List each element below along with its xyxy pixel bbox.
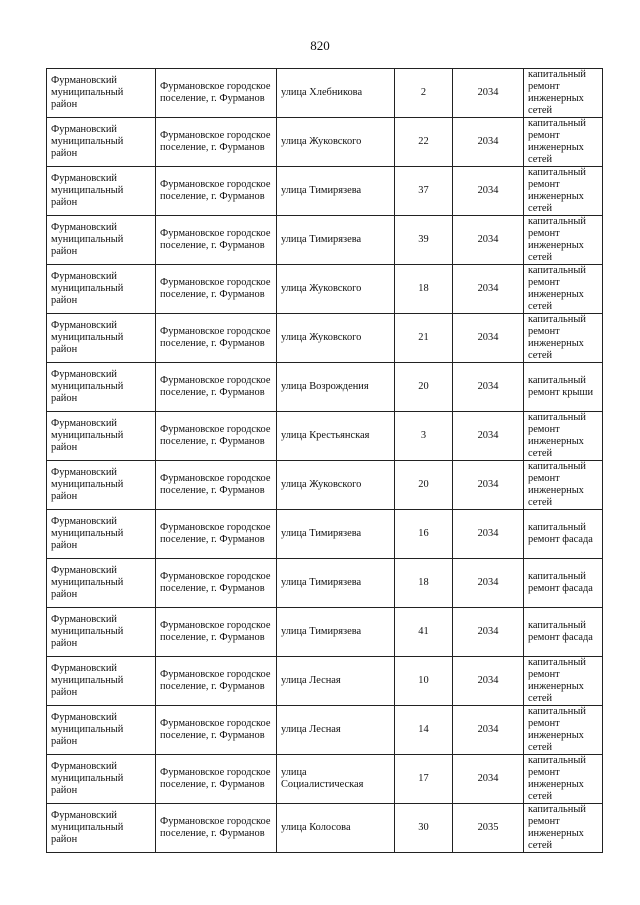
table-row — [47, 167, 603, 216]
work-type-cell: капитальный ремонт крыши — [524, 363, 603, 412]
table-row — [47, 412, 603, 461]
settlement-cell: Фурмановское городское поселение, г. Фурманов — [156, 412, 277, 461]
table-row — [47, 657, 603, 706]
street-cell: улица Жуковского — [277, 265, 395, 314]
house-number-cell: 17 — [395, 755, 453, 804]
table-row — [47, 608, 603, 657]
street-cell: улица Крестьянская — [277, 412, 395, 461]
house-number-cell: 21 — [395, 314, 453, 363]
settlement-cell: Фурмановское городское поселение, г. Фурманов — [156, 608, 277, 657]
house-number-cell: 30 — [395, 804, 453, 853]
district-cell: Фурмановский муниципальный район — [47, 755, 156, 804]
work-type-cell: капитальный ремонт инженерных сетей — [524, 706, 603, 755]
settlement-cell: Фурмановское городское поселение, г. Фурманов — [156, 216, 277, 265]
district-cell: Фурмановский муниципальный район — [47, 461, 156, 510]
street-cell: улица Жуковского — [277, 118, 395, 167]
planned-year-cell: 2034 — [453, 363, 524, 412]
table-row — [47, 69, 603, 118]
table-row — [47, 755, 603, 804]
planned-year-cell: 2034 — [453, 118, 524, 167]
work-type-cell: капитальный ремонт инженерных сетей — [524, 657, 603, 706]
settlement-cell: Фурмановское городское поселение, г. Фурманов — [156, 118, 277, 167]
planned-year-cell: 2034 — [453, 265, 524, 314]
district-cell: Фурмановский муниципальный район — [47, 804, 156, 853]
house-number-cell: 16 — [395, 510, 453, 559]
work-type-cell: капитальный ремонт фасада — [524, 559, 603, 608]
house-number-cell: 2 — [395, 69, 453, 118]
work-type-cell: капитальный ремонт инженерных сетей — [524, 265, 603, 314]
work-type-cell: капитальный ремонт инженерных сетей — [524, 69, 603, 118]
house-number-cell: 20 — [395, 461, 453, 510]
district-cell: Фурмановский муниципальный район — [47, 559, 156, 608]
settlement-cell: Фурмановское городское поселение, г. Фурманов — [156, 69, 277, 118]
settlement-cell: Фурмановское городское поселение, г. Фурманов — [156, 265, 277, 314]
planned-year-cell: 2034 — [453, 608, 524, 657]
repair-schedule-table — [46, 68, 603, 853]
street-cell: улица Лесная — [277, 706, 395, 755]
district-cell: Фурмановский муниципальный район — [47, 706, 156, 755]
planned-year-cell: 2034 — [453, 69, 524, 118]
district-cell: Фурмановский муниципальный район — [47, 167, 156, 216]
district-cell: Фурмановский муниципальный район — [47, 412, 156, 461]
street-cell: улица Социалистическая — [277, 755, 395, 804]
house-number-cell: 41 — [395, 608, 453, 657]
planned-year-cell: 2034 — [453, 706, 524, 755]
settlement-cell: Фурмановское городское поселение, г. Фурманов — [156, 559, 277, 608]
settlement-cell: Фурмановское городское поселение, г. Фурманов — [156, 461, 277, 510]
work-type-cell: капитальный ремонт инженерных сетей — [524, 804, 603, 853]
settlement-cell: Фурмановское городское поселение, г. Фурманов — [156, 755, 277, 804]
planned-year-cell: 2034 — [453, 510, 524, 559]
street-cell: улица Лесная — [277, 657, 395, 706]
planned-year-cell: 2034 — [453, 755, 524, 804]
house-number-cell: 18 — [395, 265, 453, 314]
street-cell: улица Жуковского — [277, 314, 395, 363]
table-row — [47, 461, 603, 510]
page-number: 820 — [310, 38, 330, 53]
table-row — [47, 706, 603, 755]
district-cell: Фурмановский муниципальный район — [47, 657, 156, 706]
house-number-cell: 14 — [395, 706, 453, 755]
planned-year-cell: 2034 — [453, 657, 524, 706]
settlement-cell: Фурмановское городское поселение, г. Фурманов — [156, 314, 277, 363]
house-number-cell: 22 — [395, 118, 453, 167]
street-cell: улица Тимирязева — [277, 510, 395, 559]
planned-year-cell: 2034 — [453, 216, 524, 265]
work-type-cell: капитальный ремонт инженерных сетей — [524, 216, 603, 265]
table-row — [47, 314, 603, 363]
settlement-cell: Фурмановское городское поселение, г. Фурманов — [156, 510, 277, 559]
work-type-cell: капитальный ремонт инженерных сетей — [524, 755, 603, 804]
work-type-cell: капитальный ремонт инженерных сетей — [524, 412, 603, 461]
work-type-cell: капитальный ремонт инженерных сетей — [524, 167, 603, 216]
district-cell: Фурмановский муниципальный район — [47, 118, 156, 167]
district-cell: Фурмановский муниципальный район — [47, 314, 156, 363]
district-cell: Фурмановский муниципальный район — [47, 608, 156, 657]
work-type-cell: капитальный ремонт инженерных сетей — [524, 118, 603, 167]
street-cell: улица Жуковского — [277, 461, 395, 510]
planned-year-cell: 2034 — [453, 167, 524, 216]
district-cell: Фурмановский муниципальный район — [47, 265, 156, 314]
settlement-cell: Фурмановское городское поселение, г. Фурманов — [156, 804, 277, 853]
planned-year-cell: 2034 — [453, 559, 524, 608]
table-row — [47, 216, 603, 265]
planned-year-cell: 2034 — [453, 461, 524, 510]
planned-year-cell: 2034 — [453, 314, 524, 363]
planned-year-cell: 2035 — [453, 804, 524, 853]
street-cell: улица Хлебникова — [277, 69, 395, 118]
planned-year-cell: 2034 — [453, 412, 524, 461]
work-type-cell: капитальный ремонт фасада — [524, 510, 603, 559]
district-cell: Фурмановский муниципальный район — [47, 363, 156, 412]
district-cell: Фурмановский муниципальный район — [47, 510, 156, 559]
house-number-cell: 20 — [395, 363, 453, 412]
table-row — [47, 804, 603, 853]
work-type-cell: капитальный ремонт инженерных сетей — [524, 314, 603, 363]
settlement-cell: Фурмановское городское поселение, г. Фурманов — [156, 706, 277, 755]
house-number-cell: 37 — [395, 167, 453, 216]
district-cell: Фурмановский муниципальный район — [47, 69, 156, 118]
work-type-cell: капитальный ремонт инженерных сетей — [524, 461, 603, 510]
street-cell: улица Колосова — [277, 804, 395, 853]
district-cell: Фурмановский муниципальный район — [47, 216, 156, 265]
table-body — [47, 69, 603, 853]
street-cell: улица Тимирязева — [277, 608, 395, 657]
street-cell: улица Тимирязева — [277, 167, 395, 216]
table-row — [47, 363, 603, 412]
table-row — [47, 510, 603, 559]
house-number-cell: 3 — [395, 412, 453, 461]
street-cell: улица Возрождения — [277, 363, 395, 412]
street-cell: улица Тимирязева — [277, 216, 395, 265]
house-number-cell: 10 — [395, 657, 453, 706]
settlement-cell: Фурмановское городское поселение, г. Фурманов — [156, 657, 277, 706]
house-number-cell: 18 — [395, 559, 453, 608]
house-number-cell: 39 — [395, 216, 453, 265]
street-cell: улица Тимирязева — [277, 559, 395, 608]
settlement-cell: Фурмановское городское поселение, г. Фурманов — [156, 167, 277, 216]
table-row — [47, 559, 603, 608]
settlement-cell: Фурмановское городское поселение, г. Фурманов — [156, 363, 277, 412]
table-row — [47, 118, 603, 167]
work-type-cell: капитальный ремонт фасада — [524, 608, 603, 657]
table-row — [47, 265, 603, 314]
